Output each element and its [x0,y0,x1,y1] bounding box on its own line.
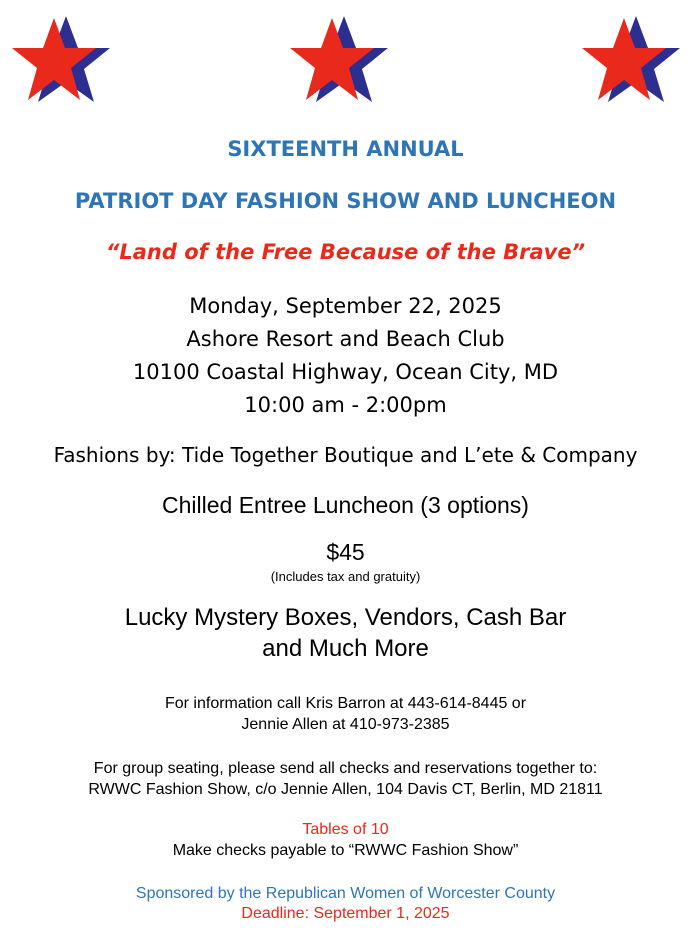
event-venue: Ashore Resort and Beach Club [186,327,505,351]
group-seating-line-2: RWWC Fashion Show, c/o Jennie Allen, 104 Davis CT, Berlin, MD 21811 [88,781,603,798]
price-note: (Includes tax and gratuity) [270,569,421,584]
event-date: Monday, September 22, 2025 [189,294,502,318]
tables-size: Tables of 10 [302,821,389,838]
deadline: Deadline: September 1, 2025 [241,905,450,922]
extras-line-1: Lucky Mystery Boxes, Vendors, Cash Bar [124,604,567,631]
tagline: “Land of the Free Because of the Brave” [105,240,586,264]
group-seating-line-1: For group seating, please send all checks and reservations together to: [93,760,598,777]
sponsor: Sponsored by the Republican Women of Worcester County [135,885,556,902]
event-title: PATRIOT DAY FASHION SHOW AND LUNCHEON [74,189,617,213]
checks-payable: Make checks payable to “RWWC Fashion Show” [172,842,519,859]
price-amount: $45 [326,539,365,565]
luncheon: Chilled Entree Luncheon (3 options) [162,492,529,518]
info-line-1: For information call Kris Barron at 443-614-8445 or [164,695,527,712]
info-line-2: Jennie Allen at 410-973-2385 [241,716,450,733]
star-icon [578,14,682,104]
fashions-by: Fashions by: Tide Together Boutique and L’ete & Company [53,443,638,467]
event-time: 10:00 am - 2:00pm [244,393,447,417]
star-icon [8,14,112,104]
star-icon [286,14,390,104]
extras-line-2: and Much More [262,635,429,662]
event-address: 10100 Coastal Highway, Ocean City, MD [132,360,559,384]
edition-heading: SIXTEENTH ANNUAL [227,137,464,161]
